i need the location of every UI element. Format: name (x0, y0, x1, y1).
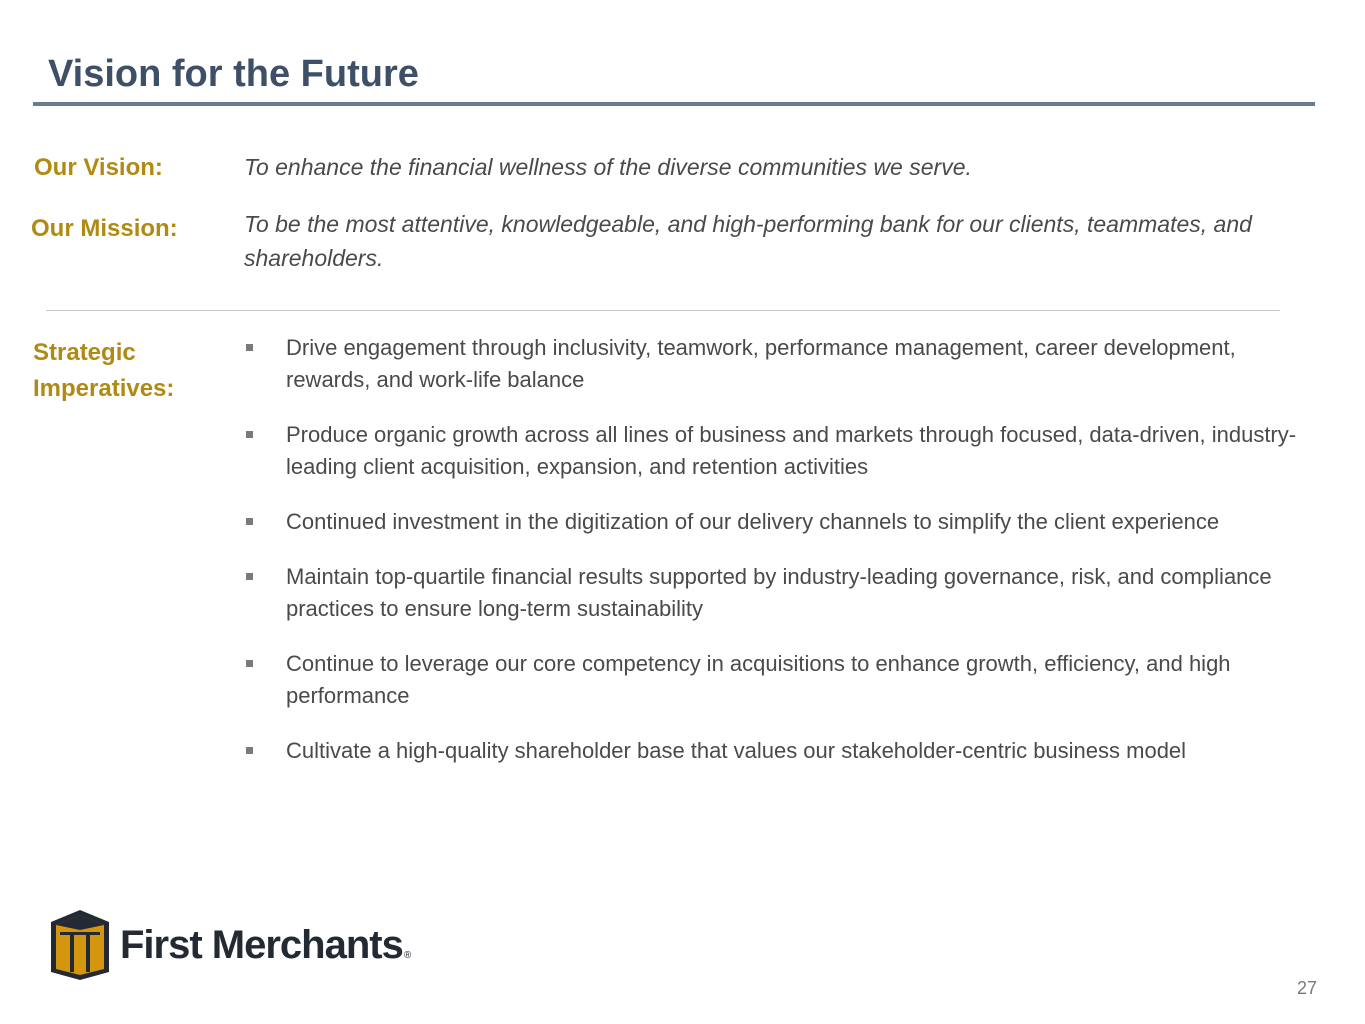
imperative-text: Produce organic growth across all lines of business and markets through focused, data-driven, industry-leading client acquisition, expansion, and retention activities (286, 422, 1297, 479)
imperative-text: Drive engagement through inclusivity, teamwork, performance management, career development, rewards, and work-life balance (286, 335, 1236, 392)
slide-title: Vision for the Future (48, 53, 419, 95)
strategic-imperatives-label (33, 335, 174, 407)
imperative-item (244, 648, 1304, 712)
square-bullet-icon (246, 344, 253, 351)
imperative-text: Continue to leverage our core competency in acquisitions to enhance growth, efficiency, and high performance (286, 651, 1231, 708)
vision-statement: To enhance the financial wellness of the diverse communities we serve. (244, 154, 972, 180)
strategic-label-line2: Imperatives: (33, 375, 175, 402)
square-bullet-icon (246, 660, 253, 667)
square-bullet-icon (246, 518, 253, 525)
strategic-label-line1: Strategic (33, 339, 136, 366)
imperative-item (244, 419, 1304, 483)
first-merchants-building-icon (48, 908, 112, 982)
title-underline (33, 102, 1315, 106)
imperative-item (244, 332, 1304, 396)
square-bullet-icon (246, 573, 253, 580)
strategic-imperatives-list (244, 332, 1304, 790)
page-number: 27 (1296, 978, 1317, 998)
vision-label: Our Vision: (34, 154, 163, 181)
imperative-text: Cultivate a high-quality shareholder base that values our stakeholder-centric business model (286, 738, 1187, 763)
square-bullet-icon (246, 431, 253, 438)
first-merchants-logo (48, 908, 410, 982)
mission-statement: To be the most attentive, knowledgeable, and high-performing bank for our clients, teammates, and shareholders. (244, 211, 1252, 271)
imperative-item (244, 506, 1304, 538)
section-divider (46, 310, 1280, 311)
registered-mark: ® (403, 949, 411, 961)
imperative-item (244, 561, 1304, 625)
square-bullet-icon (246, 747, 253, 754)
imperative-item (244, 735, 1304, 767)
logo-name: First Merchants (120, 922, 403, 967)
imperative-text: Maintain top-quartile financial results supported by industry-leading governance, risk, and compliance practices to ensure long-term sustainability (286, 564, 1272, 621)
imperative-text: Continued investment in the digitization of our delivery channels to simplify the client experience (286, 509, 1220, 534)
logo-wordmark (120, 923, 410, 968)
mission-label: Our Mission: (31, 215, 178, 242)
